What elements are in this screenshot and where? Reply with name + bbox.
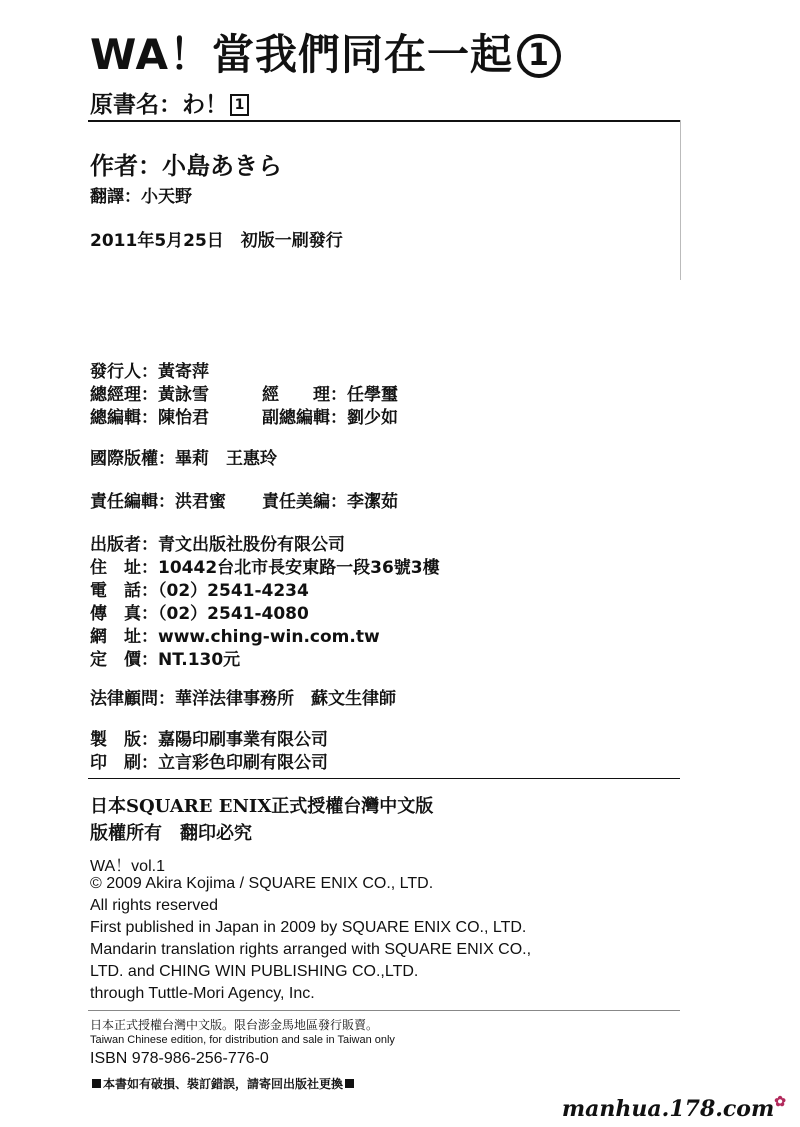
vertical-rule (680, 120, 681, 280)
credit-plate-making: 製 版：嘉陽印刷事業有限公司 (90, 730, 328, 750)
license-line: 日本SQUARE ENIX正式授權台灣中文版 (90, 796, 434, 817)
credit-phone: 電 話：（02）2541-4234 (90, 581, 309, 601)
credit-chief-editor: 總編輯：陳怡君 (90, 408, 209, 428)
author-line: 作者：小島あきら (90, 152, 282, 180)
original-volume-box: 1 (230, 94, 249, 116)
english-line: All rights reserved (90, 897, 219, 914)
imprint-divider (88, 778, 680, 779)
credit-legal: 法律顧問：華洋法律事務所 蘇文生律師 (90, 689, 396, 709)
credit-deputy-chief-editor: 副總編輯：劉少如 (262, 408, 398, 428)
site-watermark (562, 1094, 786, 1122)
distribution-divider (88, 1010, 680, 1011)
distribution-en: Taiwan Chinese edition, for distribution and sale in Taiwan only (90, 1034, 395, 1046)
original-title-text: 原書名：わ！ (90, 92, 228, 118)
square-bullet-icon (345, 1079, 354, 1088)
watermark-text: manhua.178.com (561, 1096, 775, 1122)
original-title (90, 86, 249, 119)
volume-circle: 1 (517, 34, 561, 78)
header-divider (88, 120, 680, 122)
damage-notice (90, 1075, 356, 1092)
credit-address: 住 址：10442台北市長安東路一段36號3樓 (90, 558, 440, 578)
distribution-zh: 日本正式授權台灣中文版。限台澎金馬地區發行販賣。 (90, 1018, 379, 1032)
credit-publisher: 出版者：青文出版社股份有限公司 (90, 535, 345, 555)
credit-manager: 經 理：任學璽 (262, 385, 398, 405)
english-line: WA！vol.1 (90, 858, 165, 875)
book-title (90, 22, 561, 82)
credit-art-editor: 責任美編：李潔茹 (262, 492, 398, 512)
damage-notice-text: 本書如有破損、裝訂錯誤，請寄回出版社更換 (103, 1077, 344, 1091)
translator-line: 翻譯：小天野 (90, 187, 192, 207)
english-line: © 2009 Akira Kojima / SQUARE ENIX CO., LTD. (90, 875, 434, 892)
square-bullet-icon (92, 1079, 101, 1088)
star-icon: ✿ (774, 1094, 786, 1110)
title-text: WA！當我們同在一起 (90, 30, 513, 79)
credit-printing: 印 刷：立言彩色印刷有限公司 (90, 753, 328, 773)
credit-website: 網 址：www.ching-win.com.tw (90, 627, 380, 647)
credit-editor: 責任編輯：洪君蜜 (90, 492, 226, 512)
rights-line: 版權所有 翻印必究 (90, 823, 252, 844)
credit-intl-rights: 國際版權：畢莉 王惠玲 (90, 449, 277, 469)
credit-publisher-person: 發行人：黃寄萍 (90, 362, 209, 382)
isbn: ISBN 978-986-256-776-0 (90, 1050, 269, 1067)
english-line: through Tuttle-Mori Agency, Inc. (90, 985, 315, 1002)
credit-price: 定 價：NT.130元 (90, 650, 241, 670)
credit-gm: 總經理：黃詠雪 (90, 385, 209, 405)
english-line: First published in Japan in 2009 by SQUARE ENIX CO., LTD. (90, 919, 527, 936)
edition-date: 2011年5月25日 初版一刷發行 (90, 231, 343, 251)
english-line: Mandarin translation rights arranged with SQUARE ENIX CO., (90, 941, 532, 958)
english-line: LTD. and CHING WIN PUBLISHING CO.,LTD. (90, 963, 419, 980)
credit-fax: 傳 真：（02）2541-4080 (90, 604, 309, 624)
